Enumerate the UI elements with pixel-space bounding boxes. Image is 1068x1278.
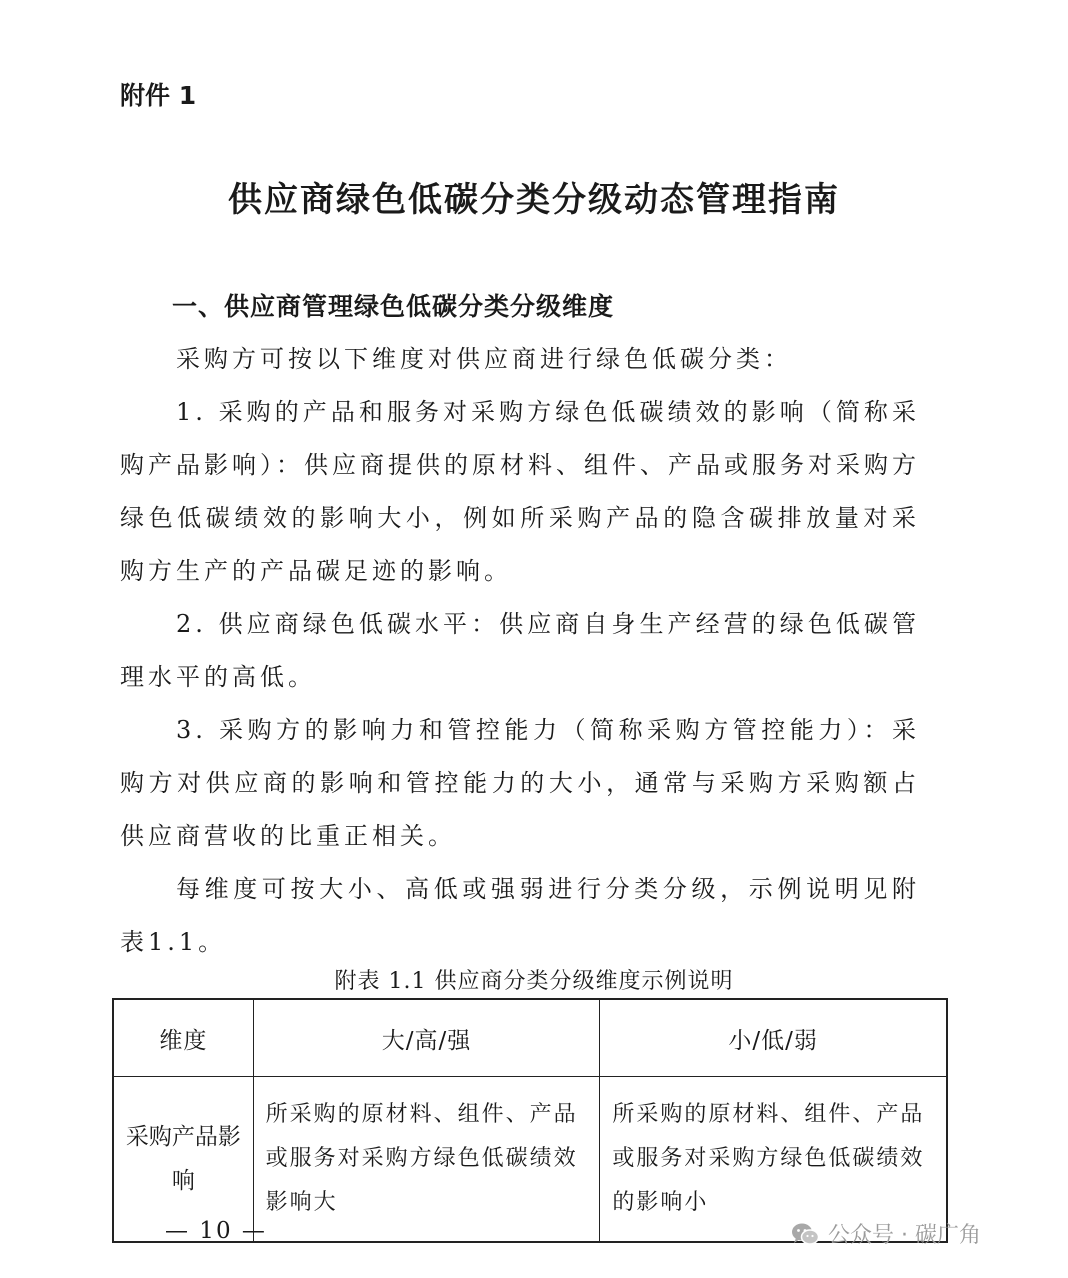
table-caption: 附表 1.1 供应商分类分级维度示例说明 xyxy=(334,969,734,994)
table-cell-low: 所采购的原材料、组件、产品或服务对采购方绿色低碳绩效的影响小 xyxy=(600,1077,947,1243)
document-title: 供应商绿色低碳分类分级动态管理指南 xyxy=(228,180,840,220)
paragraph-item-2: 2. 供应商绿色低碳水平：供应商自身生产经营的绿色低碳管理水平的高低。 xyxy=(120,610,920,691)
watermark-text: 公众号 · 碳广角 xyxy=(828,1223,981,1248)
table-header-row xyxy=(113,999,947,1077)
dimension-table xyxy=(112,998,948,1243)
table-header-high: 大/高/强 xyxy=(253,999,600,1077)
page-number: — 10 — xyxy=(165,1218,267,1244)
table-header-low: 小/低/弱 xyxy=(600,999,947,1077)
paragraph-intro: 采购方可按以下维度对供应商进行绿色低碳分类： xyxy=(176,345,792,373)
wechat-icon xyxy=(790,1221,820,1247)
table-cell-dimension: 采购产品影响 xyxy=(113,1077,253,1243)
attachment-label: 附件 1 xyxy=(120,81,197,110)
paragraph-item-1: 1. 采购的产品和服务对采购方绿色低碳绩效的影响（简称采购产品影响）：供应商提供的原材料、组件、产品或服务对采购方绿色低碳绩效的影响大小，例如所采购产品的隐含碳排放量对采购方生产的产品碳足迹的影响。 xyxy=(120,398,920,585)
section-heading: 一、供应商管理绿色低碳分类分级维度 xyxy=(172,292,615,321)
watermark xyxy=(790,1218,981,1249)
table-cell-high: 所采购的原材料、组件、产品或服务对采购方绿色低碳绩效影响大 xyxy=(253,1077,600,1243)
table-header-dimension: 维度 xyxy=(113,999,253,1077)
paragraph-item-3: 3. 采购方的影响力和管控能力（简称采购方管控能力）：采购方对供应商的影响和管控能力的大小，通常与采购方采购额占供应商营收的比重正相关。 xyxy=(120,716,920,850)
paragraph-summary: 每维度可按大小、高低或强弱进行分类分级，示例说明见附表1.1。 xyxy=(120,875,920,956)
